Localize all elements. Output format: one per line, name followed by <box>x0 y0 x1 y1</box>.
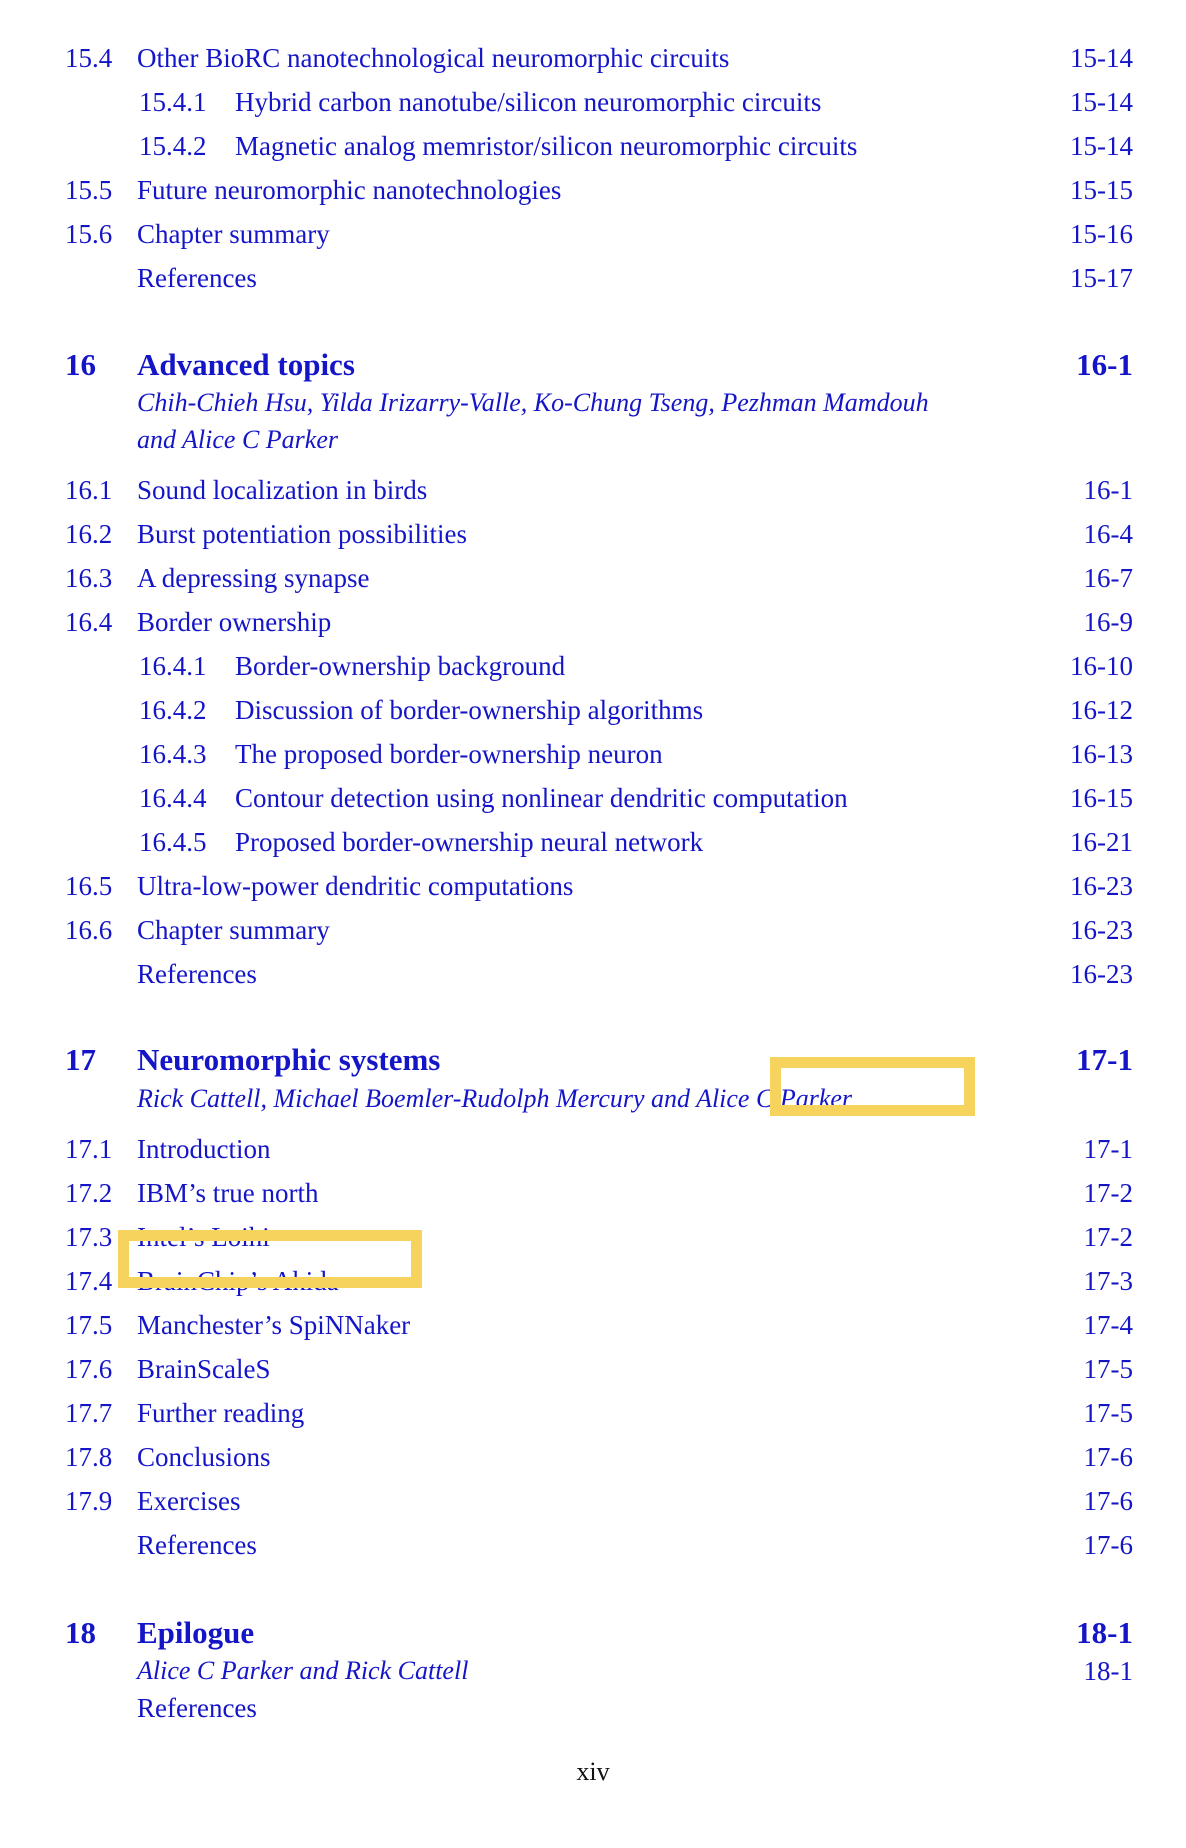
toc-entry-references[interactable] <box>0 1688 1186 1728</box>
section-number: 15.4 <box>65 43 113 73</box>
section-number: 17.7 <box>65 1398 113 1428</box>
section-title[interactable]: The proposed border-ownership neuron <box>235 739 663 769</box>
toc-entry[interactable] <box>0 1437 1186 1477</box>
section-number: 15.4.1 <box>139 87 207 117</box>
toc-entry[interactable] <box>0 646 1186 686</box>
section-title[interactable]: Burst potentiation possibilities <box>137 519 467 549</box>
page-number[interactable]: 17-3 <box>1083 1266 1133 1296</box>
toc-entry-references[interactable] <box>0 954 1186 994</box>
toc-entry[interactable] <box>0 1481 1186 1521</box>
toc-entry[interactable] <box>0 690 1186 730</box>
section-number: 16.4.2 <box>139 695 207 725</box>
section-number: 16.4 <box>65 607 113 637</box>
section-title[interactable]: Chapter summary <box>137 219 330 249</box>
chapter-authors <box>137 1080 1186 1117</box>
section-number: 15.5 <box>65 175 113 205</box>
page-number[interactable]: 16-10 <box>1070 651 1133 681</box>
section-number: 17.1 <box>65 1134 113 1164</box>
toc-entry[interactable] <box>0 1305 1186 1345</box>
toc-entry[interactable] <box>0 1393 1186 1433</box>
section-title[interactable]: Chapter summary <box>137 915 330 945</box>
page-number[interactable]: 17-5 <box>1083 1354 1133 1384</box>
page-number[interactable]: 17-2 <box>1083 1222 1133 1252</box>
section-number: 16.4.4 <box>139 783 207 813</box>
section-number: 16.4.3 <box>139 739 207 769</box>
page-number[interactable]: 17-5 <box>1083 1398 1133 1428</box>
section-title[interactable]: References <box>137 959 257 989</box>
chapter-authors: Alice C Parker and Rick Cattell <box>137 1656 469 1685</box>
chapter-heading[interactable] <box>0 1040 1186 1080</box>
page-number[interactable]: 15-16 <box>1070 219 1133 249</box>
page-number[interactable]: 18-1 <box>1083 1656 1133 1686</box>
toc-entry[interactable] <box>0 734 1186 774</box>
chapter-heading[interactable] <box>0 1613 1186 1653</box>
page-number[interactable]: 16-13 <box>1070 739 1133 769</box>
page-number[interactable]: 15-15 <box>1070 175 1133 205</box>
toc-entry[interactable] <box>0 822 1186 862</box>
chapter-heading[interactable] <box>0 345 1186 385</box>
section-title[interactable]: IBM’s true north <box>137 1178 319 1208</box>
page-number[interactable]: 16-1 <box>1083 475 1133 505</box>
section-title[interactable]: Contour detection using nonlinear dendritic computation <box>235 783 848 813</box>
toc-entry[interactable] <box>0 38 1186 78</box>
section-title[interactable]: Conclusions <box>137 1442 271 1472</box>
section-title[interactable]: Hybrid carbon nanotube/silicon neuromorphic circuits <box>235 87 822 117</box>
section-number: 17.9 <box>65 1486 113 1516</box>
section-title[interactable]: Magnetic analog memristor/silicon neuromorphic circuits <box>235 131 858 161</box>
toc-entry[interactable] <box>0 82 1186 122</box>
section-title[interactable]: Exercises <box>137 1486 241 1516</box>
section-number: 17.5 <box>65 1310 113 1340</box>
chapter-authors: Chih-Chieh Hsu, Yilda Irizarry-Valle, Ko-Chung Tseng, Pezhman Mamdouh <box>137 388 929 417</box>
section-title[interactable]: Sound localization in birds <box>137 475 428 505</box>
section-title[interactable]: References <box>137 1693 257 1723</box>
section-number: 17.6 <box>65 1354 113 1384</box>
page-number[interactable]: 15-14 <box>1070 131 1133 161</box>
chapter-authors-row[interactable] <box>0 1651 1186 1691</box>
chapter-title[interactable]: Advanced topics <box>137 347 355 382</box>
page-number[interactable]: 16-4 <box>1083 519 1133 549</box>
section-title[interactable]: Future neuromorphic nanotechnologies <box>137 175 562 205</box>
chapter-number: 18 <box>65 1615 96 1650</box>
section-number: 16.4.5 <box>139 827 207 857</box>
toc-entry[interactable] <box>0 602 1186 642</box>
page-number[interactable]: 16-21 <box>1070 827 1133 857</box>
toc-entry[interactable] <box>0 558 1186 598</box>
toc-entry[interactable] <box>0 1129 1186 1169</box>
page-number[interactable]: 16-23 <box>1070 871 1133 901</box>
chapter-title[interactable]: Epilogue <box>137 1615 255 1650</box>
toc-entry[interactable] <box>0 170 1186 210</box>
section-title[interactable]: Border-ownership background <box>235 651 566 681</box>
toc-entry[interactable] <box>0 1217 1186 1257</box>
page-number[interactable]: 17-6 <box>1083 1486 1133 1516</box>
section-number: 16.2 <box>65 519 113 549</box>
toc-entry[interactable] <box>0 778 1186 818</box>
page-number[interactable]: 16-15 <box>1070 783 1133 813</box>
page-number[interactable]: 15-17 <box>1070 263 1133 293</box>
toc-entry[interactable] <box>0 214 1186 254</box>
toc-entry[interactable] <box>0 470 1186 510</box>
page-number[interactable]: 16-1 <box>1076 347 1133 382</box>
section-title[interactable]: Proposed border-ownership neural network <box>235 827 704 857</box>
section-title[interactable]: Manchester’s SpiNNaker <box>137 1310 411 1340</box>
authors-prefix: Rick Cattell, Michael Boemler-Rudolph Mercury and <box>137 1084 691 1113</box>
section-number: 16.5 <box>65 871 113 901</box>
section-number: 16.6 <box>65 915 113 945</box>
toc-entry[interactable] <box>0 866 1186 906</box>
toc-entry[interactable] <box>0 514 1186 554</box>
page-number[interactable]: 17-1 <box>1083 1134 1133 1164</box>
chapter-authors: and Alice C Parker <box>137 425 338 454</box>
chapter-title[interactable]: Neuromorphic systems <box>137 1042 441 1077</box>
section-title[interactable]: Discussion of border-ownership algorithms <box>235 695 704 725</box>
section-title[interactable]: BrainScaleS <box>137 1354 271 1384</box>
page-number[interactable]: 15-14 <box>1070 87 1133 117</box>
section-number: 15.6 <box>65 219 113 249</box>
section-title[interactable]: A depressing synapse <box>137 563 370 593</box>
page-number[interactable]: 16-23 <box>1070 915 1133 945</box>
section-number: 15.4.2 <box>139 131 207 161</box>
page-number[interactable]: 17-4 <box>1083 1310 1133 1340</box>
page-number[interactable]: 17-6 <box>1083 1530 1133 1560</box>
toc-entry-references[interactable] <box>0 258 1186 298</box>
toc-entry-references[interactable] <box>0 1525 1186 1565</box>
page-number[interactable]: 18-1 <box>1076 1615 1133 1650</box>
section-title[interactable]: Ultra-low-power dendritic computations <box>137 871 574 901</box>
chapter-number: 16 <box>65 347 96 382</box>
section-title[interactable]: Further reading <box>137 1398 305 1428</box>
page-number[interactable]: 17-2 <box>1083 1178 1133 1208</box>
section-number: 16.3 <box>65 563 113 593</box>
section-title[interactable]: BrainChip’s Akida <box>137 1266 339 1296</box>
section-number: 16.1 <box>65 475 113 505</box>
section-title[interactable]: Border ownership <box>137 607 332 637</box>
section-title[interactable]: References <box>137 1530 257 1560</box>
section-number: 16.4.1 <box>139 651 207 681</box>
section-title[interactable]: Other BioRC nanotechnological neuromorphic circuits <box>137 43 730 73</box>
page-number[interactable]: 16-7 <box>1083 563 1133 593</box>
section-number: 17.2 <box>65 1178 113 1208</box>
section-number: 17.8 <box>65 1442 113 1472</box>
toc-entry[interactable] <box>0 910 1186 950</box>
page-number[interactable]: 17-1 <box>1076 1042 1133 1077</box>
section-title[interactable]: Intel’s Loihi <box>137 1222 270 1252</box>
toc-entry[interactable] <box>0 1173 1186 1213</box>
page-number[interactable]: 15-14 <box>1070 43 1133 73</box>
page-number[interactable]: 16-9 <box>1083 607 1133 637</box>
toc-entry[interactable] <box>0 1349 1186 1389</box>
section-number: 17.3 <box>65 1222 113 1252</box>
page-number[interactable]: 16-12 <box>1070 695 1133 725</box>
section-title[interactable]: Introduction <box>137 1134 271 1164</box>
toc-entry[interactable] <box>0 1261 1186 1301</box>
page-number[interactable]: 16-23 <box>1070 959 1133 989</box>
page-folio: xiv <box>576 1757 610 1786</box>
highlighted-author: Alice C Parker <box>696 1084 853 1113</box>
chapter-number: 17 <box>65 1042 96 1077</box>
page-number[interactable]: 17-6 <box>1083 1442 1133 1472</box>
section-number: 17.4 <box>65 1266 113 1296</box>
section-title[interactable]: References <box>137 263 257 293</box>
toc-entry[interactable] <box>0 126 1186 166</box>
